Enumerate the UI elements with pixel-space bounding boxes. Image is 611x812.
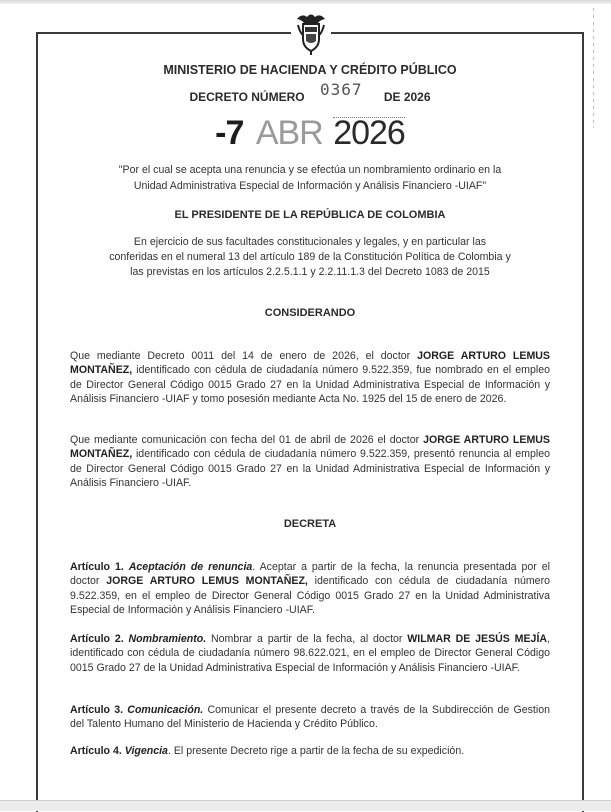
ministry-heading: MINISTERIO DE HACIENDA Y CRÉDITO PÚBLICO [163,63,457,77]
considerando-paragraph [70,349,550,407]
decreta-heading: DECRETA [283,518,337,530]
article-title: Nombramiento. [128,633,207,645]
article-1 [70,560,550,618]
article-title: Vigencia [124,745,168,757]
scan-edge-mark [593,8,594,128]
article-3 [70,703,550,732]
epigraph-line: "Por el cual se acepta una renuncia y se efectúa un nombramiento ordinario en la [118,164,502,176]
stamp-month: ABR [255,114,323,152]
considerando-heading: CONSIDERANDO [264,307,356,319]
viewer-bottom-edge [0,800,611,811]
colombia-coat-of-arms-icon [291,10,331,56]
viewer-top-edge [0,0,611,4]
article-2 [70,632,550,675]
article-label: Artículo 2. [70,633,124,645]
article-text: Nombrar a partir de la fecha, al doctor [206,633,408,645]
article-title: Comunicación. [127,704,204,716]
authority-powers [70,235,550,280]
powers-line: En ejercicio de sus facultades constitucionales y legales, y en particular las [133,236,487,248]
stamp-year: 2026 [333,114,405,152]
decree-number-line [70,80,550,105]
paragraph-text: identificado con cédula de ciudadanía número 9.522.359, presentó renuncia al empleo de Director General Código 0015 Grado 27 en la Unidad Administrativa Especial de Información y Análisis Financiero -UIAF. [70,448,550,490]
powers-line: las previstas en los artículos 2.2.5.1.1 y 2.2.11.1.3 del Decreto 1083 de 2015 [130,266,490,278]
date-stamp [70,113,550,153]
person-name: JORGE ARTURO LEMUS MONTAÑEZ, [70,434,550,461]
epigraph-line: Unidad Administrativa Especial de Información y Análisis Financiero -UIAF" [133,180,487,192]
article-text: . Aceptar a partir de la fecha, la renuncia presentada por el doctor [70,561,550,588]
person-name: WILMAR DE JESÚS MEJÍA [407,633,548,645]
article-label: Artículo 3. [70,704,124,716]
article-label: Artículo 1. [70,561,124,573]
article-text: Comunicar el presente decreto a través de la Subdirección de Gestion del Talento Humano del Ministerio de Hacienda y Crédito Público. [70,704,550,731]
article-4 [70,744,550,758]
person-name: JORGE ARTURO LEMUS MONTAÑEZ, [106,575,308,588]
paragraph-text: identificado con cédula de ciudadanía número 9.522.359, fue nombrado en el empleo de Director General Código 0015 Grado 27 en la Unidad Administrativa Especial de Información y Análisis Financiero -UIAF y tomo posesión mediante Acta No. 1925 del 15 de enero de 2026. [70,364,550,406]
article-text: , identificado con cédula de ciudadanía número 98.622.021, en el empleo de Director General Código 0015 Grado 27 de la Unidad Administrativa Especial de Información y Análisis Financiero -UIAF. [70,633,550,674]
powers-line: conferidas en el numeral 13 del artículo 189 de la Constitución Política de Colombia y [109,251,511,263]
considerando-paragraph [70,433,550,491]
decree-number: 0367 [319,80,363,99]
authority-heading: EL PRESIDENTE DE LA REPÚBLICA DE COLOMBIA [174,209,446,221]
stamp-day: -7 [215,114,244,152]
article-text: . El presente Decreto rige a partir de la fecha de su expedición. [167,745,465,757]
decree-year-label: DE 2026 [383,90,431,104]
paragraph-text: Que mediante Decreto 0011 del 14 de enero de 2026, el doctor [70,350,418,362]
decree-label: DECRETO NÚMERO [189,90,305,104]
article-text: identificado con cédula de ciudadanía número 9.522.359, en el empleo de Director General Código 0015 Grado 27 en la Unidad Administrativa Especial de Información y Análisis Financiero -UIAF. [70,575,550,617]
article-title: Aceptación de renuncia [128,561,253,573]
paragraph-text: Que mediante comunicación con fecha del 01 de abril de 2026 el doctor [70,434,424,446]
person-name: JORGE ARTURO LEMUS MONTAÑEZ, [70,350,550,377]
article-label: Artículo 4. [70,745,122,757]
decree-epigraph [70,162,550,194]
